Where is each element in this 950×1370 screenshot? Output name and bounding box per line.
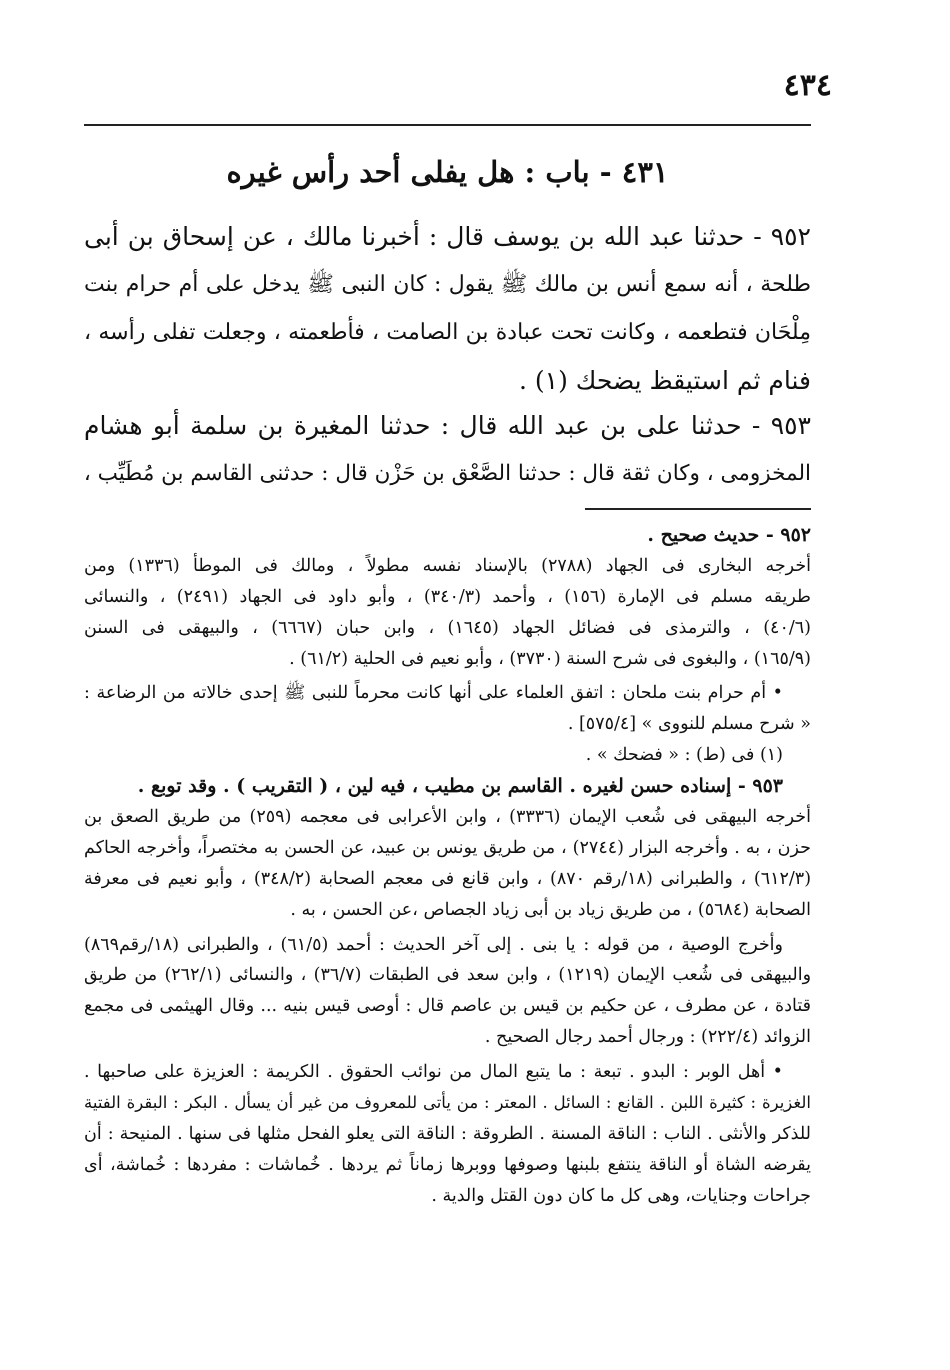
note-line: حزن ، به . وأخرجه البزار (٢٧٤٤) ، من طريق يونس بن عبيد، عن الحسن به مختصراً، وأخرجه الحاكم — [84, 837, 811, 858]
note-line: أخرجه البخارى فى الجهاد (٢٧٨٨) بالإسناد نفسه مطولاً ، ومالك فى الموطأ (١٣٣٦) ومن — [84, 555, 811, 576]
hadith-953 — [84, 402, 811, 498]
hadith-line: ٩٥٢ - حدثنا عبد الله بن يوسف قال : أخبرنا مالك ، عن إسحاق بن أبى — [84, 222, 811, 251]
note-line: (٤٠/٦) ، والترمذى فى فضائل الجهاد (١٦٤٥) ، وابن حبان (٦٦٦٧) ، والبيهقى فى السنن — [84, 617, 811, 638]
note-line: يقرضه الشاة أو الناقة ينتفع بلبنها وصوفها ووبرها زماناً ثم يردها . خُماشات : مفردها : خُماشة، أى — [84, 1154, 811, 1175]
hadith-line: مِلْحَان فتطعمه ، وكانت تحت عبادة بن الصامت ، فأطعمته ، وجعلت تفلى رأسه ، — [84, 320, 811, 345]
note-line: • أهل الوبر : البدو . تبعة : ما يتبع المال من نوائب الحقوق . الكريمة : العزيزة على صاحبها . — [84, 1062, 783, 1083]
note-line: (٦١٢/٣) ، والطبرانى (١٨/رقم ٨٧٠) ، وابن قانع فى معجم الصحابة (٣٤٨/٢) ، وأبو نعيم فى معرفة — [84, 868, 811, 889]
hadith-952 — [84, 213, 811, 405]
note-line: طريقه مسلم فى الإمارة (١٥٦) ، وأحمد (٣٤٠/٣) ، وأبو داود فى الجهاد (٢٤٩١) ، والنسائى — [84, 586, 811, 607]
note-line: (١٦٥/٩) ، والبغوى فى شرح السنة (٣٧٣٠) ، وأبو نعيم فى الحلية (٦١/٢) . — [289, 648, 811, 669]
note-line: الصحابة (٥٦٨٤) ، من طريق زياد بن أبى زياد الجصاص ،عن الحسن ، به . — [290, 899, 811, 920]
footnote-1: (١) فى (ط) : « فضحك » . — [585, 745, 783, 766]
note-line: للذكر والأنثى . الناب : الناقة المسنة . الطروقة : الناقة التى يعلو الفحل مثلها فى سنها . المنيحة : أن — [84, 1123, 811, 1144]
page-number: ٤٣٤ — [783, 68, 832, 103]
note-line: الغزيرة : كثيرة اللبن . القانع : السائل . المعتر : من يأتى للمعروف من غير أن يسأل . البكر : البقرة الفتية — [84, 1093, 811, 1113]
chapter-title: ٤٣١ - باب : هل يفلى أحد رأس غيره — [226, 155, 669, 189]
note-line: • أم حرام بنت ملحان : اتفق العلماء على أنها كانت محرماً للنبى ﷺ إحدى خالاته من الرضاعة : — [84, 683, 783, 704]
hadith-line: فنام ثم استيقظ يضحك (١) . — [518, 366, 811, 395]
footnotes — [84, 520, 811, 1212]
note-line: قتادة ، عن مطرف ، عن حكيم بن قيس بن عاصم قال : أوصى قيس بنيه ... وقال الهيثمى فى مجمع — [84, 996, 811, 1017]
hadith-line: طلحة ، أنه سمع أنس بن مالك ﷺ يقول : كان النبى ﷺ يدخل على أم حرام بنت — [84, 272, 811, 297]
note-line: جراحات وجنايات، وهى كل ما كان دون القتل والدية . — [431, 1185, 811, 1206]
note-line: الزوائد (٢٢٢/٤) : ورجال أحمد رجال الصحيح . — [484, 1027, 811, 1048]
note-line: وأخرج الوصية ، من قوله : يا بنى . إلى آخر الحديث : أحمد (٦١/٥) ، والطبرانى (١٨/رقم٨٦٩) — [84, 934, 783, 955]
note-heading: ٩٥٣ - إسناده حسن لغيره . القاسم بن مطيب ، فيه لين ، ( التقريب ) . وقد توبع . — [137, 775, 783, 798]
hadith-line: المخزومى ، وكان ثقة قال : حدثنا الصَّعْق بن حَزْن قال : حدثنى القاسم بن مُطَيِّب ، — [84, 461, 811, 486]
note-line: « شرح مسلم للنووى » [٥٧٥/٤] . — [567, 714, 811, 735]
note-heading: ٩٥٢ - حديث صحيح . — [647, 524, 811, 546]
footnote-rule — [585, 508, 811, 510]
header-rule — [84, 124, 811, 126]
hadith-line: ٩٥٣ - حدثنا على بن عبد الله قال : حدثنا المغيرة بن سلمة أبو هشام — [84, 411, 811, 440]
note-line: والبيهقى فى شُعب الإيمان (١٢١٩) ، وابن سعد فى الطبقات (٣٦/٧) ، والنسائى (٢٦٢/١) من طريق — [84, 965, 811, 986]
note-line: أخرجه البيهقى فى شُعب الإيمان (٣٣٣٦) ، وابن الأعرابى فى معجمه (٢٥٩) من طريق الصعق بن — [84, 807, 811, 828]
